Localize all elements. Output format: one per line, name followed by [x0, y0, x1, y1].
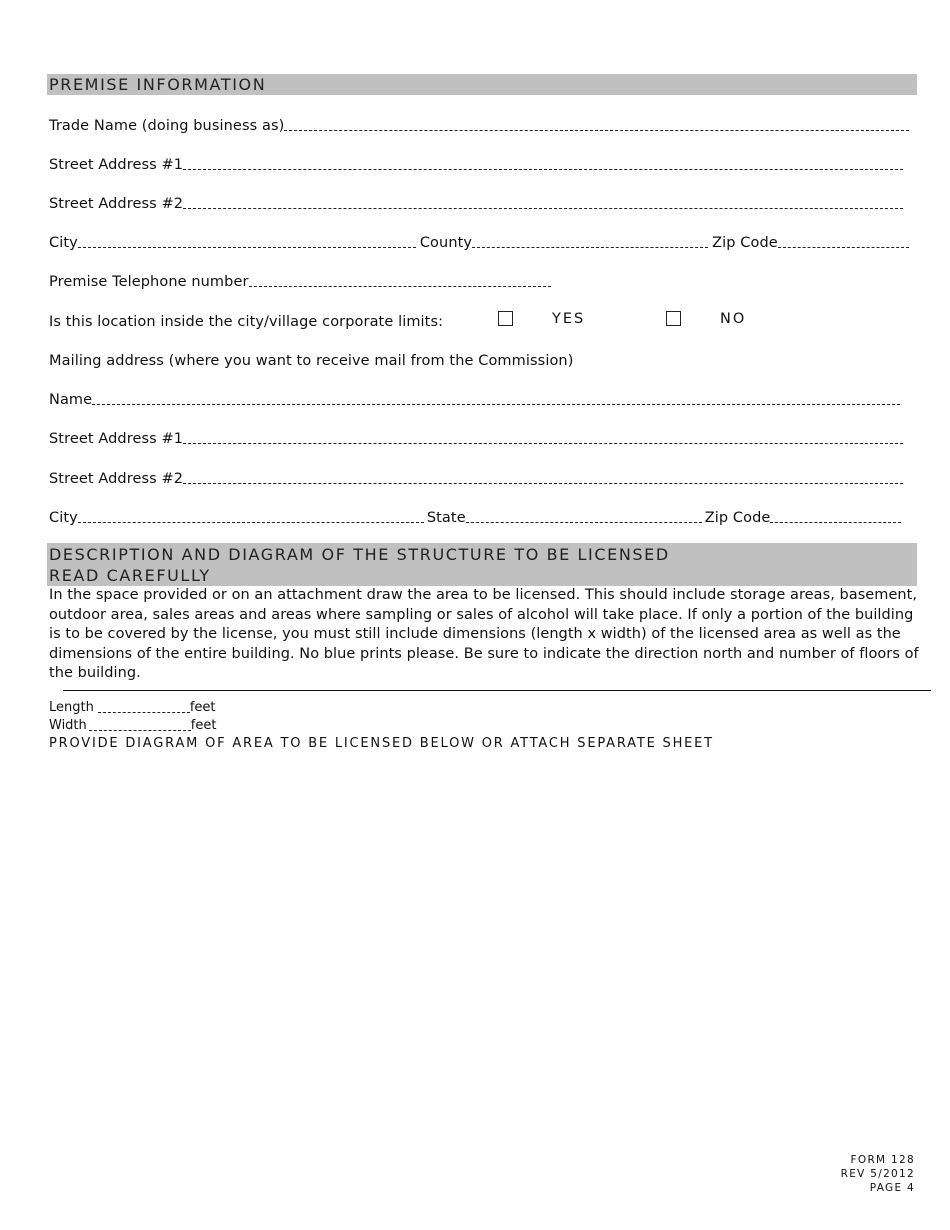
width-label: Width	[49, 718, 87, 733]
mailing-street2-row	[49, 467, 903, 487]
premise-street2-field[interactable]	[183, 194, 903, 209]
mailing-heading-row	[49, 349, 909, 369]
form-footer	[841, 1153, 915, 1195]
mailing-state-label: State	[426, 510, 466, 526]
premise-county-field[interactable]	[472, 233, 708, 248]
no-checkbox[interactable]	[666, 311, 681, 326]
yes-label: YES	[552, 311, 586, 327]
diagram-prompt: PROVIDE DIAGRAM OF AREA TO BE LICENSED BELOW OR ATTACH SEPARATE SHEET	[49, 736, 714, 751]
trade-name-row	[49, 114, 909, 134]
premise-city-label: City	[49, 235, 78, 251]
length-field[interactable]	[98, 700, 190, 713]
mailing-street1-field[interactable]	[183, 429, 903, 444]
mailing-street1-label: Street Address #1	[49, 431, 184, 447]
width-unit: feet	[190, 718, 217, 733]
mailing-state-field[interactable]	[466, 508, 702, 523]
read-carefully-heading: READ CAREFULLY	[49, 566, 211, 585]
description-heading: DESCRIPTION AND DIAGRAM OF THE STRUCTURE TO BE LICENSED	[49, 545, 670, 564]
premise-phone-field[interactable]	[249, 272, 551, 287]
mailing-name-field[interactable]	[92, 390, 900, 405]
premise-street1-label: Street Address #1	[49, 157, 184, 173]
form-number: FORM 128	[850, 1154, 915, 1166]
mailing-name-row	[49, 388, 900, 408]
mailing-city-label: City	[49, 510, 78, 526]
page-number: PAGE 4	[869, 1182, 915, 1194]
description-section-header	[47, 543, 917, 586]
premise-phone-label: Premise Telephone number	[49, 274, 249, 290]
premise-street2-row	[49, 192, 903, 212]
mailing-street2-label: Street Address #2	[49, 471, 184, 487]
premise-phone-row	[49, 270, 551, 290]
premise-street2-label: Street Address #2	[49, 196, 184, 212]
mailing-heading: Mailing address (where you want to receive mail from the Commission)	[49, 353, 574, 369]
premise-city-row	[49, 231, 909, 251]
premise-city-field[interactable]	[78, 233, 416, 248]
mailing-zip-label: Zip Code	[704, 510, 771, 526]
premise-street1-row	[49, 153, 903, 173]
inside-limits-question: Is this location inside the city/village corporate limits:	[49, 314, 444, 330]
premise-street1-field[interactable]	[183, 155, 903, 170]
trade-name-label: Trade Name (doing business as)	[49, 118, 285, 134]
trade-name-field[interactable]	[284, 116, 909, 131]
mailing-street2-field[interactable]	[183, 469, 903, 484]
width-field[interactable]	[89, 718, 191, 731]
premise-zip-label: Zip Code	[712, 235, 778, 251]
mailing-city-field[interactable]	[78, 508, 424, 523]
no-label: NO	[720, 311, 747, 327]
length-unit: feet	[189, 700, 216, 715]
inside-limits-row	[49, 310, 489, 330]
divider-line	[63, 690, 931, 691]
premise-county-label: County	[419, 235, 473, 251]
yes-checkbox[interactable]	[498, 311, 513, 326]
diagram-area[interactable]	[49, 760, 917, 1140]
length-label: Length	[49, 700, 94, 715]
mailing-street1-row	[49, 427, 903, 447]
premise-section-header	[47, 74, 917, 95]
description-instructions: In the space provided or on an attachment draw the area to be licensed. This should include storage areas, basement, outdoor area, sales areas and areas where sampling or sales of alcohol will take place. If only a portion of the building is to be covered by the license, you must still include dimensions (length x width) of the licensed area as well as the dimensions of the entire building. No blue prints please. Be sure to indicate the direction north and number of floors of the building.	[49, 587, 919, 682]
premise-heading: PREMISE INFORMATION	[49, 75, 267, 94]
premise-zip-field[interactable]	[778, 233, 909, 248]
mailing-city-row	[49, 506, 901, 526]
mailing-name-label: Name	[49, 392, 93, 408]
form-revision: REV 5/2012	[840, 1168, 915, 1180]
mailing-zip-field[interactable]	[770, 508, 901, 523]
width-row	[49, 718, 216, 733]
length-row	[49, 700, 216, 715]
